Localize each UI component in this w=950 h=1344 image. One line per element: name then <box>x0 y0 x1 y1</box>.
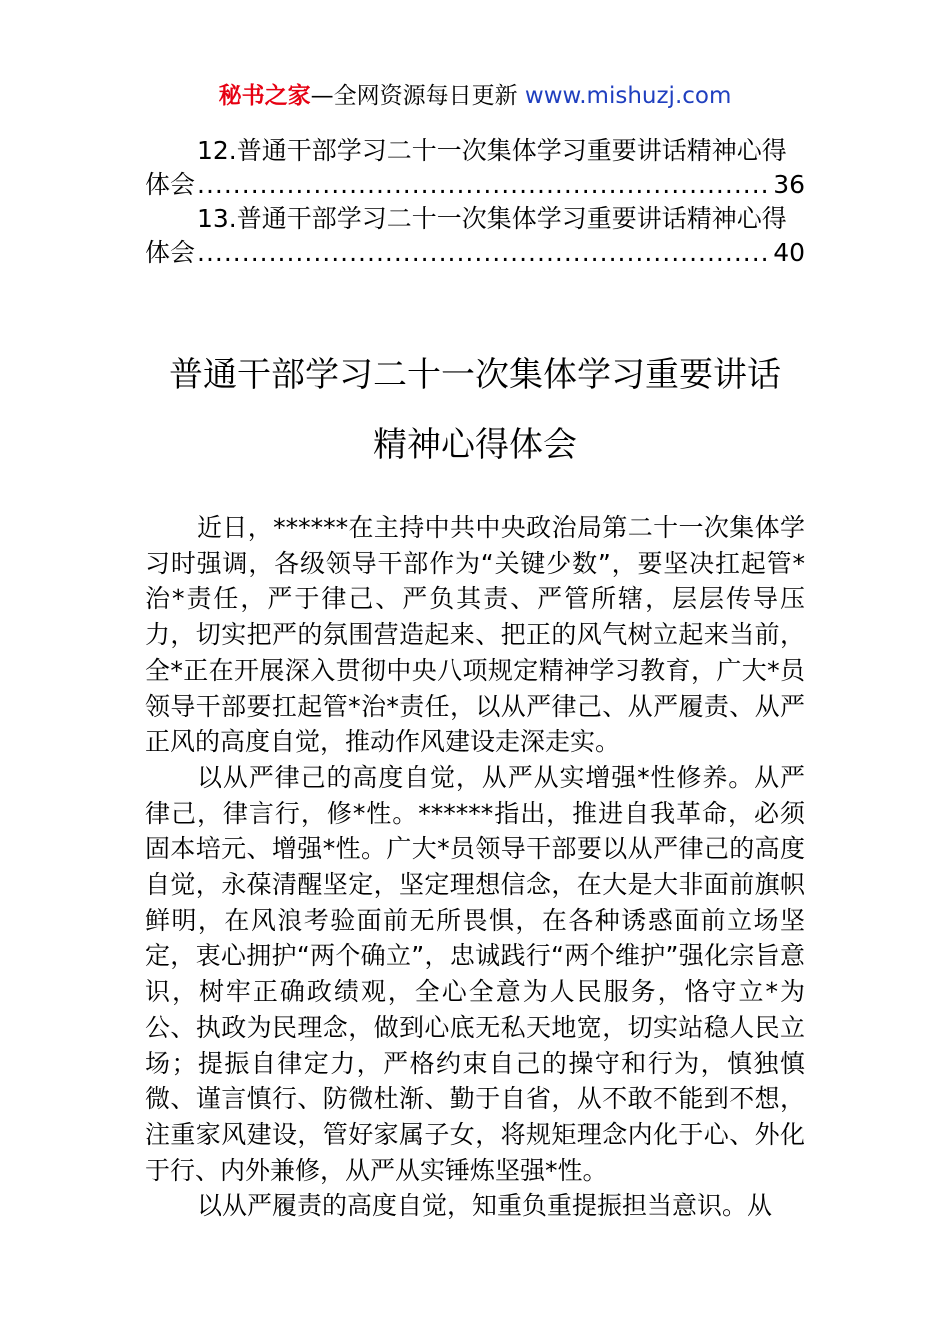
article-title-line-1: 普通干部学习二十一次集体学习重要讲话 <box>169 355 781 395</box>
page-header <box>0 80 950 112</box>
toc-entry-continuation: 体会 <box>145 238 196 267</box>
article-body <box>145 510 805 1224</box>
toc-entry-continuation: 体会 <box>145 170 196 199</box>
body-paragraph: 以从严律己的高度自觉，从严从实增强*性修养。从严律己，律言行，修*性。******指出，推进自我革命，必须固本培元、增强*性。广大*员领导干部要以从严律己的高度自觉，永葆清醒坚定，坚定理想信念，在大是大非面前旗帜鲜明，在风浪考验面前无所畏惧，在各种诱惑面前立场坚定，衷心拥护“两个确立”，忠诚践行“两个维护”强化宗旨意识，树牢正确政绩观，全心全意为人民服务，恪守立*为公、执政为民理念，做到心底无私天地宽，切实站稳人民立场；提振自律定力，严格约束自己的操守和行为，慎独慎微、谨言慎行、防微杜渐、勤于自省，从不敢不能到不想，注重家风建设，管好家属子女，将规矩理念内化于心、外化于行、内外兼修，从严从实锤炼坚强*性。 <box>145 762 805 1185</box>
toc-entry[interactable] <box>145 134 805 202</box>
body-paragraph: 近日，******在主持中共中央政治局第二十一次集体学习时强调，各级领导干部作为“关键少数”，要坚决扛起管*治*责任，严于律己、严负其责、严管所辖，层层传导压力，切实把严的氛围营造起来、把正的风气树立起来当前，全*正在开展深入贯彻中央八项规定精神学习教育，广大*员领导干部要扛起管*治*责任，以从严律己、从严履责、从严正风的高度自觉，推动作风建设走深走实。 <box>145 513 805 757</box>
toc-entry-title: 13.普通干部学习二十一次集体学习重要讲话精神心得 <box>197 204 787 233</box>
toc-entry-line <box>145 236 805 270</box>
table-of-contents <box>145 134 805 270</box>
toc-entry[interactable] <box>145 202 805 270</box>
toc-entry-title: 12.普通干部学习二十一次集体学习重要讲话精神心得 <box>197 136 787 165</box>
toc-entry-line <box>145 168 805 202</box>
toc-leader-dots <box>197 236 771 270</box>
site-url-link[interactable]: www.mishuzj.com <box>524 83 732 109</box>
toc-leader-dots <box>197 168 771 202</box>
header-slogan: —全网资源每日更新 <box>310 83 525 109</box>
brand-name: 秘书之家 <box>218 83 311 109</box>
toc-page-number: 40 <box>773 238 805 267</box>
body-paragraph: 以从严履责的高度自觉，知重负重提振担当意识。从 <box>197 1191 773 1221</box>
toc-page-number: 36 <box>773 170 805 199</box>
article-title-line-2: 精神心得体会 <box>373 425 577 465</box>
